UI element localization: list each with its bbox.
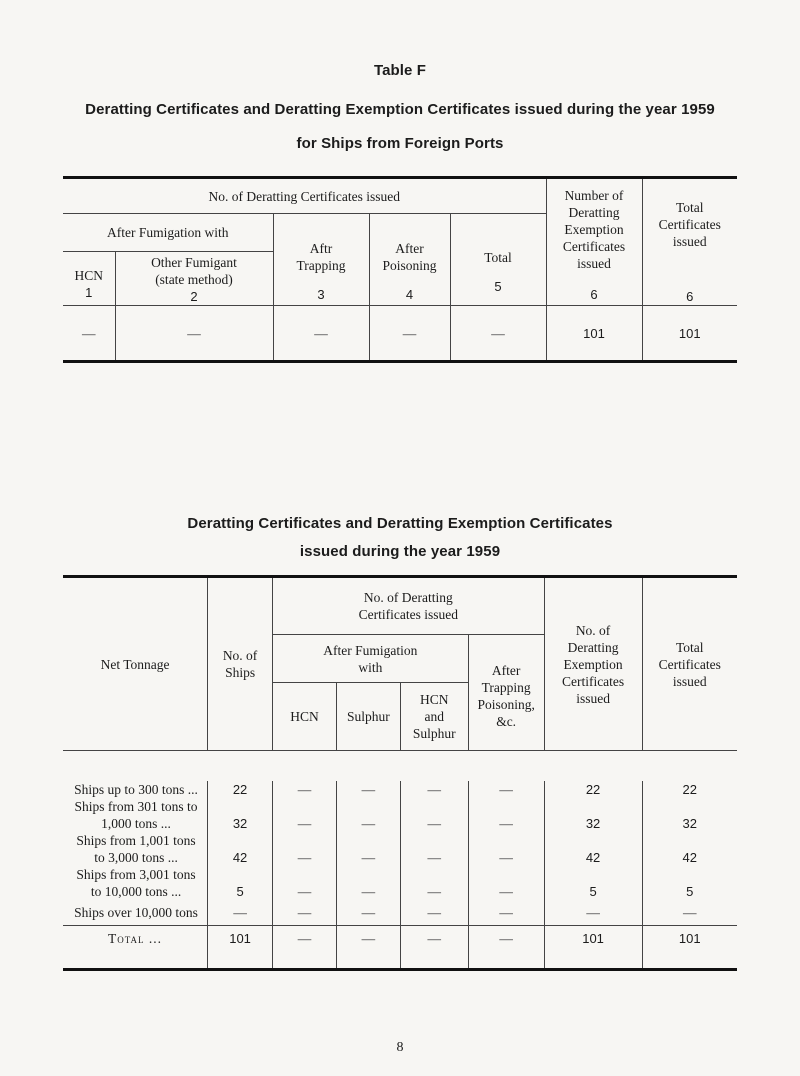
cell <box>544 832 642 849</box>
cell: — <box>273 926 337 970</box>
table-row <box>63 883 737 900</box>
cell: — <box>642 900 737 926</box>
table-f-title: Table F <box>373 62 427 79</box>
cell <box>336 866 400 883</box>
cell: — <box>336 900 400 926</box>
total-row <box>63 926 737 970</box>
header-group: No. of Deratting Certificates issued <box>273 577 545 635</box>
header-other-fumigant: Other Fumigant (state method) 2 <box>115 252 273 306</box>
cell: — <box>468 883 544 900</box>
cell: 42 <box>208 849 273 866</box>
cell <box>273 832 337 849</box>
header-fumigation: After Fumigation with <box>273 635 469 683</box>
cell: — <box>273 900 337 926</box>
cell: to 3,000 tons ... <box>63 849 208 866</box>
cell: 5 <box>208 883 273 900</box>
header-hcn-sulphur: HCN and Sulphur <box>400 683 468 751</box>
header-hcn: HCN <box>273 683 337 751</box>
header-poisoning: After Poisoning 4 <box>369 214 450 306</box>
cell: — <box>450 306 546 362</box>
table-row <box>63 849 737 866</box>
cell <box>208 866 273 883</box>
cell: — <box>336 815 400 832</box>
cell: 32 <box>642 815 737 832</box>
header-sulphur: Sulphur <box>336 683 400 751</box>
header-hcn: HCN 1 <box>63 252 115 306</box>
cell: 5 <box>642 883 737 900</box>
cell: — <box>468 926 544 970</box>
cell: — <box>400 900 468 926</box>
table-2 <box>63 575 737 971</box>
cell: Ships from 3,001 tons <box>63 866 208 883</box>
cell <box>400 866 468 883</box>
cell: — <box>336 781 400 798</box>
header-group: No. of Deratting Certificates issued <box>63 178 546 214</box>
cell: 32 <box>208 815 273 832</box>
table-row <box>63 866 737 883</box>
cell <box>468 832 544 849</box>
cell: — <box>468 849 544 866</box>
cell: — <box>468 900 544 926</box>
cell <box>544 798 642 815</box>
cell: — <box>336 849 400 866</box>
table-row <box>63 815 737 832</box>
cell: 22 <box>642 781 737 798</box>
cell <box>336 798 400 815</box>
cell <box>468 798 544 815</box>
header-net-tonnage: Net Tonnage <box>63 577 208 751</box>
cell <box>336 832 400 849</box>
cell: — <box>400 815 468 832</box>
cell: — <box>273 781 337 798</box>
cell: 42 <box>642 849 737 866</box>
cell: 101 <box>544 926 642 970</box>
cell: — <box>369 306 450 362</box>
cell: — <box>273 815 337 832</box>
header-fumigation: After Fumigation with <box>63 214 273 252</box>
cell: — <box>336 883 400 900</box>
page-number: 8 <box>396 1040 404 1055</box>
cell: Ships over 10,000 tons <box>63 900 208 926</box>
header-total-certificates: Total Certificates issued <box>642 577 737 751</box>
cell: — <box>63 306 115 362</box>
cell: — <box>400 883 468 900</box>
cell <box>208 798 273 815</box>
cell <box>468 866 544 883</box>
cell: to 10,000 tons ... <box>63 883 208 900</box>
cell: — <box>400 781 468 798</box>
table-row <box>63 832 737 849</box>
header-exemption: Number of Deratting Exemption Certificates issued 6 <box>546 178 642 306</box>
table-row <box>63 798 737 815</box>
cell <box>273 798 337 815</box>
cell: Total ... <box>63 926 208 970</box>
table-row <box>63 900 737 926</box>
cell: 101 <box>208 926 273 970</box>
cell: 32 <box>544 815 642 832</box>
cell <box>642 832 737 849</box>
cell: 101 <box>642 306 737 362</box>
cell: — <box>273 883 337 900</box>
table-2-title-2: issued during the year 1959 <box>299 543 501 560</box>
cell <box>642 866 737 883</box>
header-total: Total 5 <box>450 214 546 306</box>
table-2-title-1: Deratting Certificates and Deratting Exemption Certificates <box>187 515 613 532</box>
cell: 101 <box>546 306 642 362</box>
table-f <box>63 176 737 363</box>
cell: — <box>208 900 273 926</box>
cell: — <box>400 926 468 970</box>
cell: — <box>544 900 642 926</box>
cell <box>544 866 642 883</box>
cell: — <box>273 306 369 362</box>
header-no-ships: No. of Ships <box>208 577 273 751</box>
cell: — <box>273 849 337 866</box>
cell: 5 <box>544 883 642 900</box>
cell: 42 <box>544 849 642 866</box>
cell <box>400 832 468 849</box>
cell: 101 <box>642 926 737 970</box>
cell: 22 <box>544 781 642 798</box>
cell <box>642 798 737 815</box>
cell: — <box>468 781 544 798</box>
table-row <box>63 781 737 798</box>
cell: — <box>468 815 544 832</box>
header-trapping: After Trapping Poisoning, &c. <box>468 635 544 751</box>
cell: Ships up to 300 tons ... <box>63 781 208 798</box>
header-exemption: No. of Deratting Exemption Certificates issued <box>544 577 642 751</box>
cell <box>273 866 337 883</box>
header-total-certificates: Total Certificates issued 6 <box>642 178 737 306</box>
cell: — <box>400 849 468 866</box>
cell: — <box>336 926 400 970</box>
table-f-subtitle-2: for Ships from Foreign Ports <box>296 135 504 152</box>
cell: — <box>115 306 273 362</box>
cell <box>400 798 468 815</box>
cell: Ships from 301 tons to <box>63 798 208 815</box>
cell: 1,000 tons ... <box>63 815 208 832</box>
cell: Ships from 1,001 tons <box>63 832 208 849</box>
table-f-subtitle-1: Deratting Certificates and Deratting Exemption Certificates issued during the year 1959 <box>85 101 715 118</box>
header-trapping: Aftr Trapping 3 <box>273 214 369 306</box>
cell: 22 <box>208 781 273 798</box>
cell <box>208 832 273 849</box>
